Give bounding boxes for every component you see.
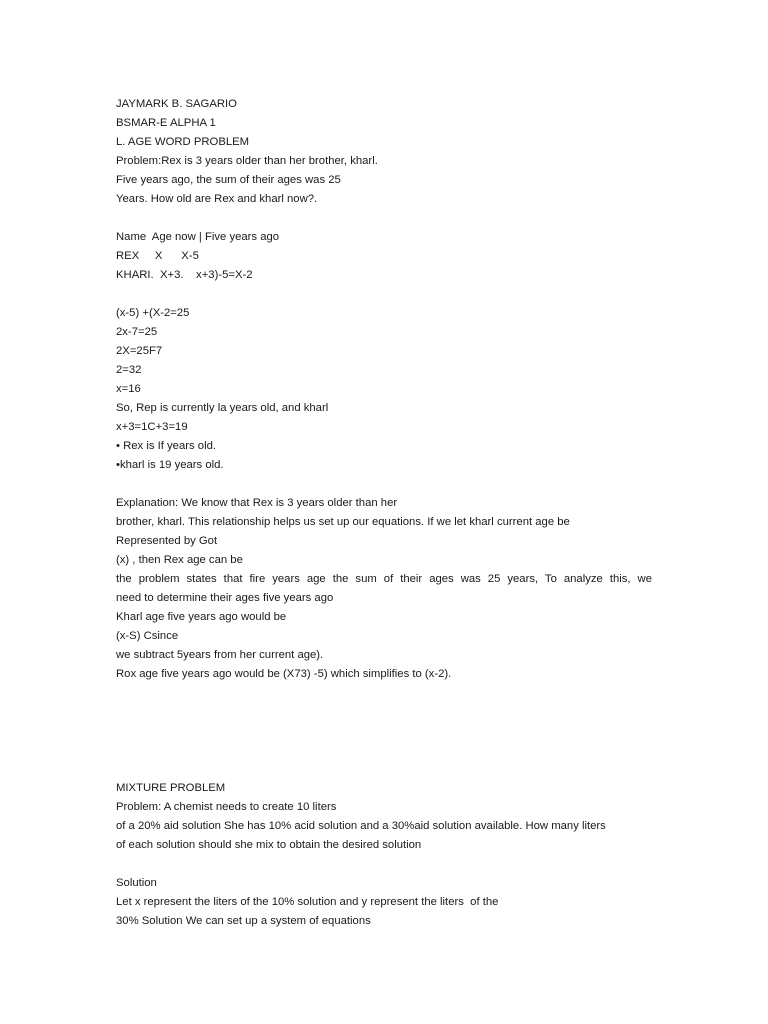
explanation-line: brother, kharl. This relationship helps us set up our equations. If we let kharl current age be [116,516,570,528]
solution-line: 30% Solution We can set up a system of equations [116,915,371,927]
age-table-line: Name Age now | Five years ago [116,231,280,243]
work-line: •kharl is 19 years old. [116,459,224,471]
blank-line [116,855,652,874]
explanation-line: Kharl age five years ago would be [116,611,287,623]
explanation-line: Represented by Got [116,535,218,547]
blank-line [116,285,652,304]
explanation-line: we subtract 5years from her current age). [116,649,324,661]
age-table-line: KHARI. X+3. x+3)-5=X-2 [116,269,253,281]
age-problem-line: Years. How old are Rex and kharl now?. [116,193,318,205]
work-line: (x-5) +(X-2=25 [116,307,190,319]
work-line: 2x-7=25 [116,326,158,338]
mixture-problem-line: of each solution should she mix to obtain the desired solution [116,839,422,851]
age-table-line: REX X X-5 [116,250,199,262]
explanation-line-justified: the problem states that fire years age the sum of their ages was 25 years, To analyze this, we [116,573,652,585]
work-line: x=16 [116,383,141,395]
work-line: 2X=25F7 [116,345,163,357]
section-spacer [116,684,652,779]
explanation-line: need to determine their ages five years ago [116,592,334,604]
course-section: BSMAR-E ALPHA 1 [116,117,216,129]
explanation-line: Explanation: We know that Rex is 3 years older than her [116,497,398,509]
work-line: 2=32 [116,364,142,376]
work-line: x+3=1C+3=19 [116,421,188,433]
age-problem-line: Five years ago, the sum of their ages was 25 [116,174,341,186]
author-name: JAYMARK B. SAGARIO [116,98,237,110]
work-line: So, Rep is currently la years old, and kharl [116,402,329,414]
mixture-problem-line: Problem: A chemist needs to create 10 liters [116,801,337,813]
mixture-problem-line: of a 20% aid solution She has 10% acid solution and a 30%aid solution available. How many liters [116,820,606,832]
work-line: • Rex is If years old. [116,440,217,452]
explanation-line: Rox age five years ago would be (X73) -5) which simplifies to (x-2). [116,668,452,680]
topic-heading: L. AGE WORD PROBLEM [116,136,250,148]
mixture-title: MIXTURE PROBLEM [116,782,226,794]
age-problem-line: Problem:Rex is 3 years older than her brother, kharl. [116,155,378,167]
solution-heading: Solution [116,877,157,889]
blank-line [116,475,652,494]
solution-line: Let x represent the liters of the 10% solution and y represent the liters of the [116,896,499,908]
explanation-line: (x) , then Rex age can be [116,554,243,566]
explanation-line: (x-S) Csince [116,630,179,642]
blank-line [116,209,652,228]
document-page [116,95,652,931]
